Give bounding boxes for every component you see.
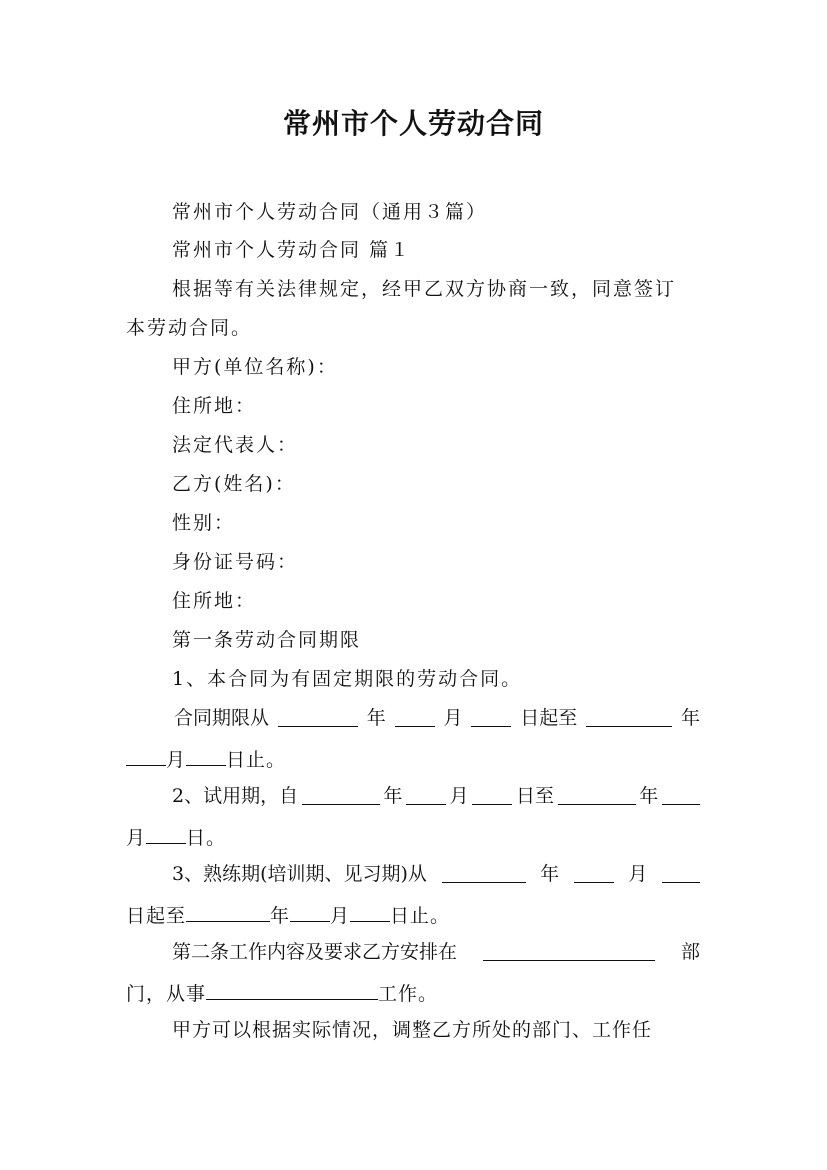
document-title: 常州市个人劳动合同 (282, 107, 544, 140)
legal-rep-label: 法定代表人： (172, 434, 299, 456)
blank-start-month (395, 704, 435, 727)
party-b-label: 乙方(姓名)： (172, 473, 296, 495)
id-number-label: 身份证号码： (172, 551, 299, 573)
probation-text-month-end: 月 (126, 827, 147, 849)
gender-label: 性别： (172, 512, 236, 534)
term-text-year: 年 (366, 707, 386, 729)
adjust-line: 甲方可以根据实际情况，调整乙方所处的部门、工作任 (172, 1019, 653, 1041)
blank-probation-end-month (662, 782, 700, 805)
address-a-label: 住所地： (172, 395, 257, 417)
article-2-text-engage: 门，从事 (126, 983, 207, 1005)
probation-line-1 (172, 782, 700, 810)
probation-text-day-end: 日。 (186, 827, 227, 849)
article-2-text: 第二条工作内容及要求乙方安排在 (172, 941, 458, 963)
document-subtitle: 常州市个人劳动合同（通用３篇） (172, 201, 488, 223)
contract-term-line-1 (174, 704, 700, 732)
intro-line-2: 本劳动合同。 (126, 317, 253, 339)
blank-probation-start-day (472, 782, 512, 805)
probation-text-from: 2、试用期，自 (172, 785, 299, 807)
probation-text-year: 年 (383, 785, 403, 807)
term-text-until: 日起至 (520, 707, 578, 729)
training-text-month: 月 (628, 863, 648, 885)
part-heading: 常州市个人劳动合同 篇１ (172, 239, 412, 261)
probation-line-2 (126, 821, 226, 852)
blank-training-end-month (290, 899, 330, 922)
term-text-from: 合同期限从 (174, 707, 270, 729)
blank-training-end-day (350, 899, 390, 922)
blank-job (206, 977, 378, 1000)
training-text-month-end: 月 (330, 905, 351, 927)
article-2-line-2 (126, 977, 438, 1008)
blank-probation-start-year (302, 782, 380, 805)
party-a-label: 甲方(单位名称)： (172, 356, 338, 378)
training-text-until: 日起至 (126, 905, 187, 927)
intro-line-1: 根据等有关法律规定，经甲乙双方协商一致，同意签订 (172, 278, 677, 300)
blank-start-year (278, 704, 358, 727)
clause-1: 1、本合同为有固定期限的劳动合同。 (172, 668, 523, 690)
term-text-day-end: 日止。 (226, 749, 287, 771)
training-text-day-end: 日止。 (390, 905, 451, 927)
probation-text-until: 日至 (515, 785, 554, 807)
training-text-from: 3、熟练期(培训期、见习期)从 (172, 863, 427, 885)
term-text-month-end: 月 (166, 749, 187, 771)
training-line-2 (126, 899, 450, 930)
training-text-year-end: 年 (270, 905, 291, 927)
contract-term-line-2 (126, 743, 286, 774)
blank-end-day (186, 743, 226, 766)
blank-start-day (471, 704, 511, 727)
article-2-line-1 (172, 938, 700, 966)
article-2-text-work: 工作。 (378, 983, 439, 1005)
probation-text-year-end: 年 (639, 785, 659, 807)
address-b-label: 住所地： (172, 590, 257, 612)
blank-end-year (586, 704, 672, 727)
blank-end-month (126, 743, 166, 766)
term-text-month: 月 (443, 707, 463, 729)
blank-department (483, 938, 655, 961)
blank-probation-end-year (558, 782, 636, 805)
training-line-1 (172, 860, 700, 888)
blank-training-start-year (442, 860, 526, 883)
article-1-heading: 第一条劳动合同期限 (172, 629, 362, 651)
term-text-year-end: 年 (680, 707, 700, 729)
probation-text-month: 月 (449, 785, 469, 807)
blank-training-start-month (574, 860, 614, 883)
blank-probation-start-month (406, 782, 446, 805)
blank-probation-end-day (146, 821, 186, 844)
article-2-text-dept: 部 (680, 941, 700, 963)
blank-training-start-day (662, 860, 700, 883)
blank-training-end-year (186, 899, 270, 922)
training-text-year: 年 (540, 863, 560, 885)
